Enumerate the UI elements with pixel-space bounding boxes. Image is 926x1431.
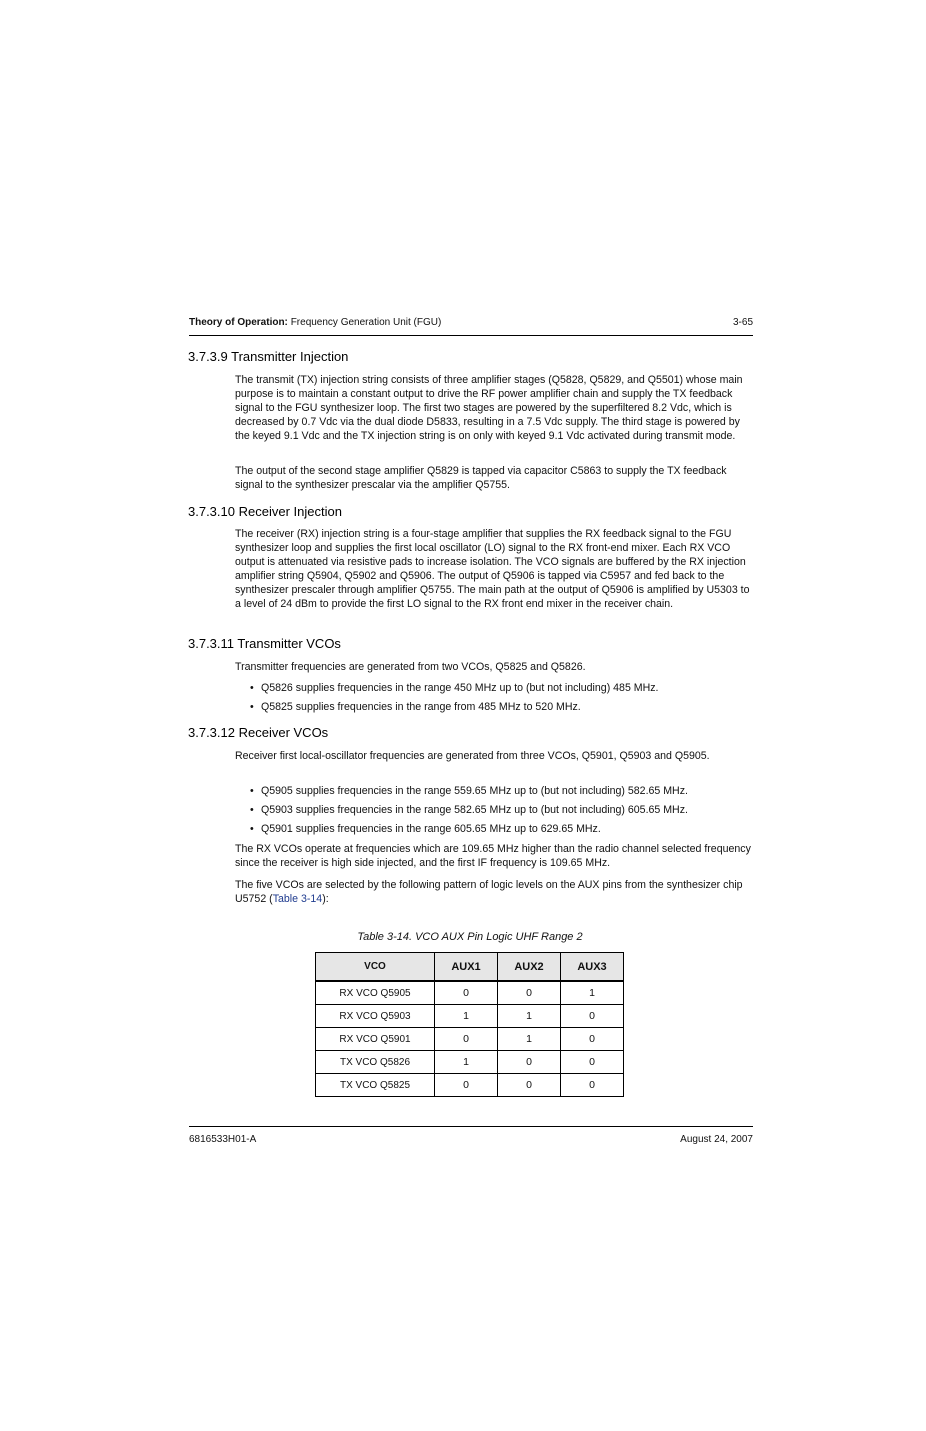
list-item: [250, 681, 659, 695]
bullet-marker: •: [250, 701, 254, 713]
para-rx-vcos-2: The RX VCOs operate at frequencies which are 109.65 MHz higher than the radio channel selected frequency since the receiver is high side injected, and the first IF frequency is 109.65 MHz.: [235, 843, 751, 869]
para-rx-vcos-3-pre: The five VCOs are selected by the following pattern of logic levels on the AUX pins from the synthesizer chip U5752 (: [235, 879, 743, 905]
heading-receiver-vcos: 3.7.3.12 Receiver VCOs: [188, 725, 329, 740]
cell-aux3: 0: [561, 1028, 624, 1051]
vco-aux-table: [315, 952, 624, 1097]
list-item-text: Q5903 supplies frequencies in the range 582.65 MHz up to (but not including) 605.65 MHz.: [261, 804, 688, 816]
heading-transmitter-vcos: 3.7.3.11 Transmitter VCOs: [188, 636, 341, 651]
list-item-text: Q5905 supplies frequencies in the range 559.65 MHz up to (but not including) 582.65 MHz.: [261, 785, 688, 797]
para-tx-injection-1: The transmit (TX) injection string consists of three amplifier stages (Q5828, Q5829, and Q5501) whose main purpose is to maintain a constant output to drive the RF power amplifier chain and supply the TX feedback signal to the FGU synthesizer loop. The first two stages are powered by the superfiltered 8.2 Vdc, which is decreased by 0.7 Vdc via the dual diode D5833, resulting in a 7.5 Vdc supply. The third stage is powered by the keyed 9.1 Vdc and the TX injection string is on only with keyed 9.1 Vdc activated during transmit mode.: [235, 374, 743, 442]
heading-receiver-injection: 3.7.3.10 Receiver Injection: [188, 504, 342, 519]
cell-vco: TX VCO Q5826: [316, 1051, 435, 1074]
para-rx-injection-1: The receiver (RX) injection string is a four-stage amplifier that supplies the RX feedback signal to the FGU synthesizer loop and supplies the first local oscillator (LO) signal to the RX front-end mixer. Each RX VCO output is attenuated via resistive pads to increase isolation. The VCO signals are buffered by the RX injection amplifier string Q5904, Q5902 and Q5906. The output of Q5906 is tapped via C5957 and fed back to the synthesizer prescaler through amplifier Q5755. The main path at the output of Q5906 is amplified by U5303 to a level of 24 dBm to provide the first LO signal to the RX front end mixer in the receiver chain.: [235, 528, 750, 610]
para-rx-vcos-3-post: ):: [322, 893, 329, 905]
document-number: 6816533H01-A: [189, 1134, 257, 1145]
table-caption: Table 3-14. VCO AUX Pin Logic UHF Range 2: [357, 931, 583, 943]
para-rx-vcos-3: [235, 878, 755, 906]
running-header: [189, 316, 753, 336]
heading-transmitter-injection: 3.7.3.9 Transmitter Injection: [188, 349, 349, 364]
para-rx-vcos-1: Receiver first local-oscillator frequencies are generated from three VCOs, Q5901, Q5903 and Q5905.: [235, 750, 710, 762]
column-header-aux3: AUX3: [561, 953, 624, 982]
list-item: [250, 784, 688, 798]
cell-vco: TX VCO Q5825: [316, 1074, 435, 1097]
column-header-aux2: AUX2: [498, 953, 561, 982]
cell-vco: RX VCO Q5905: [316, 981, 435, 1005]
list-item-text: Q5826 supplies frequencies in the range 450 MHz up to (but not including) 485 MHz.: [261, 682, 659, 694]
header-section-bold: Theory of Operation:: [189, 317, 288, 328]
header-section-title: Frequency Generation Unit (FGU): [290, 317, 442, 328]
cell-aux1: 0: [435, 981, 498, 1005]
table-header-row: [316, 953, 624, 982]
cell-aux1: 1: [435, 1051, 498, 1074]
table-row: [316, 1028, 624, 1051]
cell-vco: RX VCO Q5903: [316, 1005, 435, 1028]
list-item: [250, 822, 601, 836]
table-3-14-link[interactable]: Table 3-14: [272, 893, 323, 905]
column-header-vco: VCO: [316, 953, 435, 982]
list-item: [250, 803, 688, 817]
list-item-text: Q5901 supplies frequencies in the range 605.65 MHz up to 629.65 MHz.: [261, 823, 601, 835]
table-row: [316, 1005, 624, 1028]
cell-vco: RX VCO Q5901: [316, 1028, 435, 1051]
document-date: August 24, 2007: [680, 1134, 753, 1145]
cell-aux3: 0: [561, 1051, 624, 1074]
bullet-marker: •: [250, 804, 254, 816]
cell-aux2: 1: [498, 1005, 561, 1028]
cell-aux1: 0: [435, 1028, 498, 1051]
cell-aux2: 1: [498, 1028, 561, 1051]
table-row: [316, 1074, 624, 1097]
bullet-marker: •: [250, 785, 254, 797]
column-header-aux1: AUX1: [435, 953, 498, 982]
cell-aux1: 1: [435, 1005, 498, 1028]
cell-aux2: 0: [498, 1074, 561, 1097]
list-item: [250, 700, 581, 714]
running-footer: [189, 1126, 753, 1147]
cell-aux3: 0: [561, 1005, 624, 1028]
para-tx-injection-2: The output of the second stage amplifier Q5829 is tapped via capacitor C5863 to supply the TX feedback signal to the synthesizer prescalar via the amplifier Q5755.: [235, 465, 727, 491]
table-row: [316, 1051, 624, 1074]
cell-aux3: 0: [561, 1074, 624, 1097]
page-number: 3-65: [732, 317, 753, 328]
table-row: [316, 981, 624, 1005]
para-tx-vcos-1: Transmitter frequencies are generated from two VCOs, Q5825 and Q5826.: [235, 661, 586, 673]
bullet-marker: •: [250, 823, 254, 835]
list-item-text: Q5825 supplies frequencies in the range from 485 MHz to 520 MHz.: [261, 701, 581, 713]
cell-aux2: 0: [498, 981, 561, 1005]
cell-aux1: 0: [435, 1074, 498, 1097]
bullet-marker: •: [250, 682, 254, 694]
cell-aux3: 1: [561, 981, 624, 1005]
cell-aux2: 0: [498, 1051, 561, 1074]
